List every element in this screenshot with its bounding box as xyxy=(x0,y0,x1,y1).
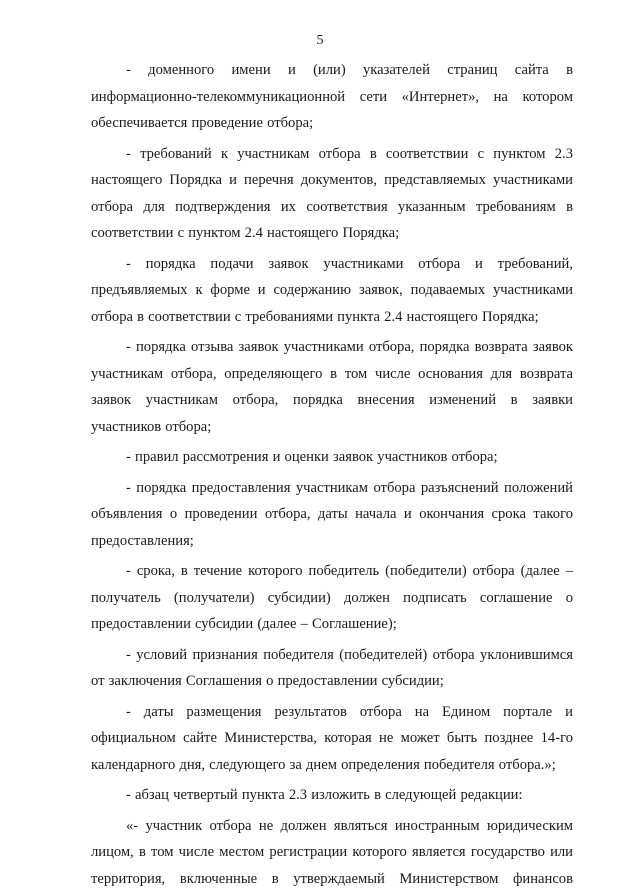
paragraph-signing-deadline: - срока, в течение которого победитель (победители) отбора (далее – получатель (получатели) субсидии) должен подписать соглашение о предоставлении субсидии (далее – Соглашение); xyxy=(91,563,573,632)
paragraph-participant-requirements: - требований к участникам отбора в соответствии с пунктом 2.3 настоящего Порядка и перечня документов, представляемых участниками отбора для подтверждения их соответствия указанным требованиям в соответствии с пунктом 2.4 настоящего Порядка; xyxy=(91,145,573,241)
paragraph-withdrawal-procedure: - порядка отзыва заявок участниками отбора, порядка возврата заявок участникам отбора, определяющего в том числе основания для возврата заявок участникам отбора, порядка внесения изменений в заявки участников отбора; xyxy=(91,339,573,435)
page-number: 5 xyxy=(316,33,324,48)
paragraph-evasion-conditions: - условий признания победителя (победителей) отбора уклонившимся от заключения Соглашения о предоставлении субсидии; xyxy=(91,646,573,689)
paragraph-application-procedure: - порядка подачи заявок участниками отбора и требований, предъявляемых к форме и содержанию заявок, подаваемых участниками отбора в соответствии с требованиями пункта 2.4 настоящего Порядка; xyxy=(91,255,573,325)
paragraph-results-publication: - даты размещения результатов отбора на Едином портале и официальном сайте Министерства, которая не может быть позднее 14-го календарного дня, следующего за днем определения победителя отбора.»; xyxy=(91,703,573,773)
document-body xyxy=(91,57,573,896)
paragraph-clarifications: - порядка предоставления участникам отбора разъяснений положений объявления о проведении отбора, даты начала и окончания срока такого предоставления; xyxy=(91,479,573,549)
paragraph-amendment-instruction: - абзац четвертый пункта 2.3 изложить в следующей редакции: xyxy=(126,787,523,803)
paragraph-review-rules: - правил рассмотрения и оценки заявок участников отбора; xyxy=(126,449,498,465)
paragraph-domain-name: - доменного имени и (или) указателей страниц сайта в информационно-телекоммуникационной сети «Интернет», на котором обеспечивается проведение отбора; xyxy=(91,62,573,131)
paragraph-new-wording: «- участник отбора не должен являться иностранным юридическим лицом, в том числе местом регистрации которого является государство или территория, включенные в утверждаемый Министерством финансов xyxy=(91,817,573,887)
